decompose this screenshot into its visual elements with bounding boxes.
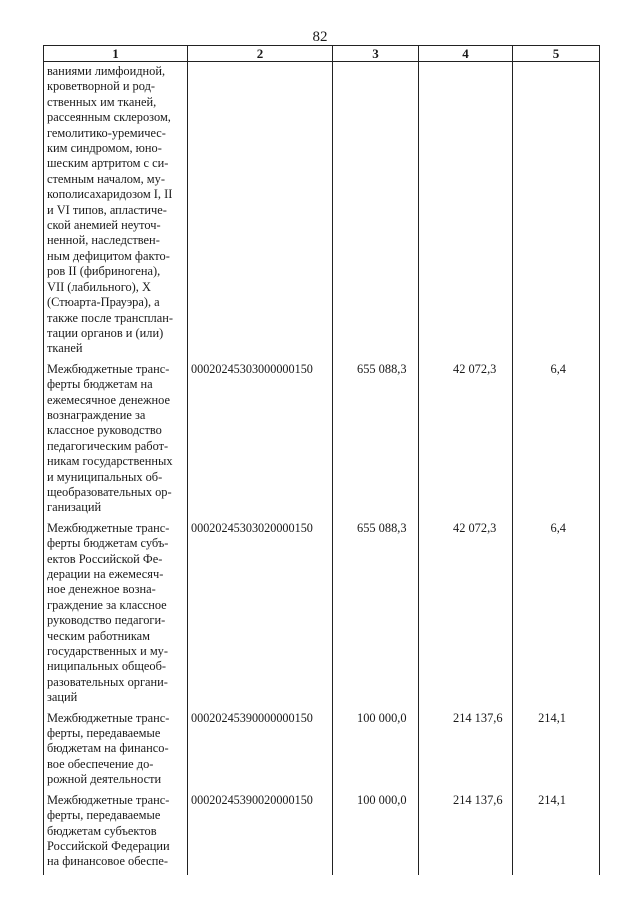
row-name-line: ской анемией неуточ-	[47, 218, 161, 233]
row-name-line: руководство педагоги-	[47, 613, 166, 628]
row-name-line: ное денежное возна-	[47, 582, 156, 597]
row-name-line: (Стюарта-Прауэра), а	[47, 295, 160, 310]
row-name-line: разовательных органи-	[47, 674, 168, 689]
row-name-line: ным дефицитом факто-	[47, 248, 170, 263]
row-code-cell: 00020245390000000150	[188, 711, 333, 793]
page-number: 82	[312, 29, 328, 45]
row-name-line: тканей	[47, 341, 83, 356]
row-name-line: государственных и му-	[47, 644, 168, 659]
table-row	[44, 793, 600, 875]
row-name-line: стемным началом, му-	[47, 171, 165, 186]
header-col-2: 2	[188, 46, 333, 62]
row-name-line: ким синдромом, юно-	[47, 141, 162, 156]
row-name-line: классное руководство	[47, 423, 162, 438]
row-col4-cell: 214 137,6	[419, 711, 513, 793]
table-row	[44, 711, 600, 793]
row-name-line: ненной, наследствен-	[47, 233, 160, 248]
row-name-line: ческим работникам	[47, 628, 151, 643]
row-name-line: ежемесячное денежное	[47, 392, 171, 407]
row-col3-cell: 655 088,3	[333, 521, 419, 711]
row-col5-cell	[513, 62, 600, 362]
row-name-line: ферты бюджетам субъ-	[47, 536, 169, 551]
row-name-line: граждение за классное	[47, 597, 167, 612]
row-name-cell	[44, 793, 188, 875]
row-name-line: шеским артритом с си-	[47, 156, 169, 171]
row-name-line: вознаграждение за	[47, 407, 146, 422]
row-name-line: ганизаций	[47, 500, 102, 515]
row-name-cell	[44, 362, 188, 521]
table-row	[44, 521, 600, 711]
row-name-line: рассеянным склерозом,	[47, 110, 171, 125]
row-col3-cell: 655 088,3	[333, 362, 419, 521]
row-name-line: ферты, передаваемые	[47, 808, 161, 823]
row-name-line: гемолитико-уремичес-	[47, 125, 166, 140]
header-col-5: 5	[513, 46, 600, 62]
row-name-line: ственных им тканей,	[47, 94, 157, 109]
row-name-line: Российской Федерации	[47, 838, 170, 853]
row-name-line: тации органов и (или)	[47, 325, 164, 340]
table-row	[44, 62, 600, 362]
row-name-line: и муниципальных об-	[47, 469, 163, 484]
row-name-line: бюджетам на финансо-	[47, 741, 169, 756]
row-name-line: дерации на ежемесяч-	[47, 567, 164, 581]
row-name-line: кополисахаридозом I, II	[47, 187, 173, 202]
row-col5-cell: 6,4	[513, 362, 600, 521]
row-name-line: рожной деятельности	[47, 772, 162, 787]
row-name-cell	[44, 521, 188, 711]
row-name-line: вое обеспечение до-	[47, 756, 154, 771]
row-code-cell	[188, 62, 333, 362]
row-name-line: Межбюджетные транс-	[47, 710, 170, 725]
row-col4-cell: 42 072,3	[419, 362, 513, 521]
row-col4-cell	[419, 62, 513, 362]
row-name-cell	[44, 711, 188, 793]
row-name-line: заций	[47, 690, 78, 705]
row-name-line: ферты бюджетам на	[47, 377, 153, 392]
row-col3-cell: 100 000,0	[333, 711, 419, 793]
table-row	[44, 362, 600, 521]
budget-table	[43, 45, 600, 875]
table-body	[44, 62, 600, 875]
row-name-line: и VI типов, апластиче-	[47, 202, 167, 217]
row-name-line: щеобразовательных ор-	[47, 484, 172, 499]
row-name-line: бюджетам субъектов	[47, 823, 157, 838]
row-name-line: кроветворной и род-	[47, 79, 156, 94]
row-name-cell	[44, 62, 188, 362]
row-name-line: ниципальных общеоб-	[47, 659, 167, 674]
row-code-cell: 00020245390020000150	[188, 793, 333, 875]
row-name-line: ектов Российской Фе-	[47, 551, 163, 566]
row-col3-cell: 100 000,0	[333, 793, 419, 875]
row-name-line: также после трансплан-	[47, 310, 173, 325]
row-code-cell: 00020245303000000150	[188, 362, 333, 521]
header-row	[44, 46, 600, 62]
row-col5-cell: 214,1	[513, 711, 600, 793]
header-col-1: 1	[44, 46, 188, 62]
row-col4-cell: 214 137,6	[419, 793, 513, 875]
row-name-line: никам государственных	[47, 454, 173, 469]
row-code-cell: 00020245303020000150	[188, 521, 333, 711]
row-name-line: Межбюджетные транс-	[47, 792, 170, 807]
row-name-line: Межбюджетные транс-	[47, 361, 170, 376]
row-col4-cell: 42 072,3	[419, 521, 513, 711]
row-name-line: ваниями лимфоидной,	[47, 64, 166, 78]
row-name-line: VII (лабильного), X	[47, 279, 151, 294]
row-name-line: ферты, передаваемые	[47, 726, 161, 741]
row-name-line: Межбюджетные транс-	[47, 520, 170, 535]
row-col5-cell: 214,1	[513, 793, 600, 875]
header-col-3: 3	[333, 46, 419, 62]
row-col5-cell: 6,4	[513, 521, 600, 711]
row-col3-cell	[333, 62, 419, 362]
row-name-line: педагогическим работ-	[47, 438, 169, 453]
row-name-line: ров II (фибриногена),	[47, 264, 161, 279]
row-name-line: на финансовое обеспе-	[47, 854, 168, 869]
header-col-4: 4	[419, 46, 513, 62]
